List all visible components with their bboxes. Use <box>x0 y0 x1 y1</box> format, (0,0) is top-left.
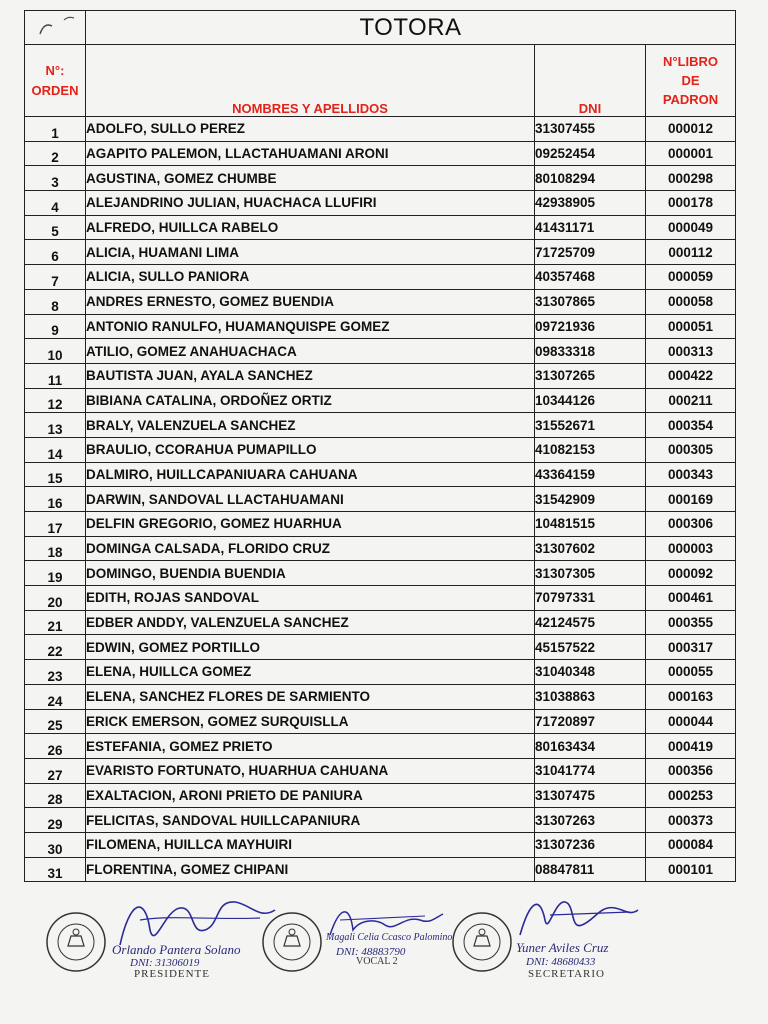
order-header-line2: ORDEN <box>31 82 79 98</box>
table-row <box>25 166 736 191</box>
table-row <box>25 610 736 635</box>
table-row <box>25 512 736 537</box>
table-row <box>25 808 736 833</box>
order-number-cell: 3 <box>25 166 86 191</box>
table-row <box>25 758 736 783</box>
order-number-cell: 10 <box>25 339 86 364</box>
member-name-cell: EDITH, ROJAS SANDOVAL <box>86 586 535 611</box>
dni-cell: 42124575 <box>535 610 646 635</box>
registry-number-cell: 000163 <box>646 684 736 709</box>
table-row <box>25 240 736 265</box>
registry-number-cell: 000461 <box>646 586 736 611</box>
registry-number-cell: 000055 <box>646 660 736 685</box>
member-name-cell: DOMINGO, BUENDIA BUENDIA <box>86 561 535 586</box>
registry-number-cell: 000343 <box>646 462 736 487</box>
registry-number-cell: 000001 <box>646 141 736 166</box>
member-name-cell: FILOMENA, HUILLCA MAYHUIRI <box>86 832 535 857</box>
order-number-cell: 16 <box>25 487 86 512</box>
order-number-cell: 23 <box>25 660 86 685</box>
order-number-cell: 28 <box>25 783 86 808</box>
table-row <box>25 635 736 660</box>
registry-number-cell: 000058 <box>646 289 736 314</box>
order-number-cell: 14 <box>25 437 86 462</box>
registry-number-cell: 000101 <box>646 857 736 882</box>
signer-name: Orlando Pantera Solano <box>112 942 241 957</box>
order-number-cell: 12 <box>25 388 86 413</box>
order-number-cell: 25 <box>25 709 86 734</box>
registry-number-cell: 000317 <box>646 635 736 660</box>
dni-cell: 10344126 <box>535 388 646 413</box>
order-number-cell: 17 <box>25 512 86 537</box>
signer-dni: DNI: 48680433 <box>526 956 596 968</box>
member-name-cell: ELENA, SANCHEZ FLORES DE SARMIENTO <box>86 684 535 709</box>
member-name-cell: ALICIA, HUAMANI LIMA <box>86 240 535 265</box>
member-name-cell: EDWIN, GOMEZ PORTILLO <box>86 635 535 660</box>
member-name-cell: ATILIO, GOMEZ ANAHUACHACA <box>86 339 535 364</box>
header-row <box>25 45 736 117</box>
order-number-cell: 5 <box>25 215 86 240</box>
order-number-cell: 11 <box>25 363 86 388</box>
libro-header-line1: N°LIBRO <box>662 54 719 69</box>
dni-cell: 31307263 <box>535 808 646 833</box>
dni-cell: 41082153 <box>535 437 646 462</box>
table-row <box>25 684 736 709</box>
table-row <box>25 191 736 216</box>
member-name-cell: ANTONIO RANULFO, HUAMANQUISPE GOMEZ <box>86 314 535 339</box>
member-name-cell: AGUSTINA, GOMEZ CHUMBE <box>86 166 535 191</box>
table-row <box>25 388 736 413</box>
dni-cell: 70797331 <box>535 586 646 611</box>
order-number-cell: 26 <box>25 734 86 759</box>
order-number-cell: 30 <box>25 832 86 857</box>
table-row <box>25 289 736 314</box>
signer-role: PRESIDENTE <box>134 968 210 980</box>
title-row <box>25 11 736 45</box>
dni-cell: 09252454 <box>535 141 646 166</box>
table-row <box>25 117 736 142</box>
member-registry-table <box>24 10 736 882</box>
dni-cell: 08847811 <box>535 857 646 882</box>
dni-cell: 31307602 <box>535 536 646 561</box>
signer-role: SECRETARIO <box>528 968 605 980</box>
member-name-cell: AGAPITO PALEMON, LLACTAHUAMANI ARONI <box>86 141 535 166</box>
registry-number-cell: 000092 <box>646 561 736 586</box>
registry-number-cell: 000313 <box>646 339 736 364</box>
dni-cell: 31307455 <box>535 117 646 142</box>
signer-name: Magali Celia Ccasco Palomino <box>326 932 453 943</box>
dni-cell: 31307475 <box>535 783 646 808</box>
member-name-cell: BAUTISTA JUAN, AYALA SANCHEZ <box>86 363 535 388</box>
dni-cell: 31038863 <box>535 684 646 709</box>
member-name-cell: EVARISTO FORTUNATO, HUARHUA CAHUANA <box>86 758 535 783</box>
registry-number-cell: 000049 <box>646 215 736 240</box>
order-number-cell: 31 <box>25 857 86 882</box>
registry-number-cell: 000178 <box>646 191 736 216</box>
registry-number-cell: 000305 <box>646 437 736 462</box>
member-name-cell: DALMIRO, HUILLCAPANIUARA CAHUANA <box>86 462 535 487</box>
dni-cell: 71725709 <box>535 240 646 265</box>
table-row <box>25 462 736 487</box>
table-row <box>25 561 736 586</box>
order-number-cell: 7 <box>25 265 86 290</box>
dni-cell: 31307865 <box>535 289 646 314</box>
table-row <box>25 536 736 561</box>
member-name-cell: DOMINGA CALSADA, FLORIDO CRUZ <box>86 536 535 561</box>
dni-cell: 45157522 <box>535 635 646 660</box>
signer-dni: DNI: 48883790 <box>336 946 406 958</box>
order-number-cell: 8 <box>25 289 86 314</box>
member-name-cell: ELENA, HUILLCA GOMEZ <box>86 660 535 685</box>
signer-dni: DNI: 31306019 <box>130 957 200 969</box>
order-number-cell: 13 <box>25 413 86 438</box>
member-name-cell: EXALTACION, ARONI PRIETO DE PANIURA <box>86 783 535 808</box>
signature-area <box>30 890 730 1010</box>
table-row <box>25 586 736 611</box>
table-row <box>25 265 736 290</box>
member-name-cell: ESTEFANIA, GOMEZ PRIETO <box>86 734 535 759</box>
registry-number-cell: 000355 <box>646 610 736 635</box>
member-name-cell: FLORENTINA, GOMEZ CHIPANI <box>86 857 535 882</box>
libro-header-line3: PADRON <box>662 92 719 107</box>
registry-book-header <box>646 45 736 117</box>
order-number-cell: 6 <box>25 240 86 265</box>
registry-number-cell: 000419 <box>646 734 736 759</box>
document-title: TOTORA <box>86 11 736 45</box>
registry-number-cell: 000084 <box>646 832 736 857</box>
member-name-cell: ALEJANDRINO JULIAN, HUACHACA LLUFIRI <box>86 191 535 216</box>
registry-number-cell: 000373 <box>646 808 736 833</box>
order-number-cell: 1 <box>25 117 86 142</box>
dni-cell: 31307265 <box>535 363 646 388</box>
signer-name: Yuner Aviles Cruz <box>516 940 609 955</box>
table-body <box>25 117 736 882</box>
table-row <box>25 413 736 438</box>
community-seal-icon <box>44 910 108 974</box>
order-number-cell: 9 <box>25 314 86 339</box>
table-row <box>25 363 736 388</box>
registry-number-cell: 000112 <box>646 240 736 265</box>
dni-cell: 31040348 <box>535 660 646 685</box>
member-name-cell: BRALY, VALENZUELA SANCHEZ <box>86 413 535 438</box>
dni-cell: 71720897 <box>535 709 646 734</box>
dni-cell: 09721936 <box>535 314 646 339</box>
order-number-cell: 2 <box>25 141 86 166</box>
dni-cell: 31542909 <box>535 487 646 512</box>
member-name-cell: BRAULIO, CCORAHUA PUMAPILLO <box>86 437 535 462</box>
table-row <box>25 437 736 462</box>
registry-number-cell: 000012 <box>646 117 736 142</box>
registry-number-cell: 000356 <box>646 758 736 783</box>
table-row <box>25 783 736 808</box>
signer-role: VOCAL 2 <box>356 956 398 967</box>
table-row <box>25 215 736 240</box>
order-number-header <box>25 45 86 117</box>
dni-cell: 31552671 <box>535 413 646 438</box>
registry-number-cell: 000003 <box>646 536 736 561</box>
member-name-cell: ALFREDO, HUILLCA RABELO <box>86 215 535 240</box>
libro-header-line2: DE <box>681 73 700 88</box>
table-row <box>25 857 736 882</box>
registry-number-cell: 000051 <box>646 314 736 339</box>
order-number-cell: 19 <box>25 561 86 586</box>
order-number-cell: 22 <box>25 635 86 660</box>
registry-number-cell: 000354 <box>646 413 736 438</box>
order-number-cell: 18 <box>25 536 86 561</box>
dni-cell: 43364159 <box>535 462 646 487</box>
member-name-cell: FELICITAS, SANDOVAL HUILLCAPANIURA <box>86 808 535 833</box>
member-name-cell: DELFIN GREGORIO, GOMEZ HUARHUA <box>86 512 535 537</box>
dni-cell: 42938905 <box>535 191 646 216</box>
order-header-line1: N°: <box>45 62 65 78</box>
registry-number-cell: 000211 <box>646 388 736 413</box>
table-row <box>25 487 736 512</box>
dni-cell: 10481515 <box>535 512 646 537</box>
order-number-cell: 29 <box>25 808 86 833</box>
dni-cell: 31307236 <box>535 832 646 857</box>
table-row <box>25 734 736 759</box>
registry-number-cell: 000059 <box>646 265 736 290</box>
dni-cell: 09833318 <box>535 339 646 364</box>
order-number-cell: 21 <box>25 610 86 635</box>
dni-header: DNI <box>535 45 646 117</box>
table-row <box>25 660 736 685</box>
registry-number-cell: 000422 <box>646 363 736 388</box>
order-number-cell: 27 <box>25 758 86 783</box>
registry-number-cell: 000169 <box>646 487 736 512</box>
dni-cell: 80163434 <box>535 734 646 759</box>
member-name-cell: ANDRES ERNESTO, GOMEZ BUENDIA <box>86 289 535 314</box>
dni-cell: 31307305 <box>535 561 646 586</box>
dni-cell: 31041774 <box>535 758 646 783</box>
names-header: NOMBRES Y APELLIDOS <box>86 45 535 117</box>
member-name-cell: EDBER ANDDY, VALENZUELA SANCHEZ <box>86 610 535 635</box>
table-row <box>25 709 736 734</box>
table-row <box>25 314 736 339</box>
dni-cell: 41431171 <box>535 215 646 240</box>
dni-cell: 40357468 <box>535 265 646 290</box>
order-number-cell: 24 <box>25 684 86 709</box>
registry-number-cell: 000253 <box>646 783 736 808</box>
dni-cell: 80108294 <box>535 166 646 191</box>
registry-number-cell: 000306 <box>646 512 736 537</box>
member-name-cell: DARWIN, SANDOVAL LLACTAHUAMANI <box>86 487 535 512</box>
registry-number-cell: 000044 <box>646 709 736 734</box>
member-name-cell: ADOLFO, SULLO PEREZ <box>86 117 535 142</box>
community-seal-icon <box>260 910 324 974</box>
order-number-cell: 4 <box>25 191 86 216</box>
registry-number-cell: 000298 <box>646 166 736 191</box>
table-row <box>25 832 736 857</box>
member-name-cell: ERICK EMERSON, GOMEZ SURQUISLLA <box>86 709 535 734</box>
table-row <box>25 141 736 166</box>
member-name-cell: BIBIANA CATALINA, ORDOÑEZ ORTIZ <box>86 388 535 413</box>
order-number-cell: 20 <box>25 586 86 611</box>
community-seal-icon <box>450 910 514 974</box>
member-name-cell: ALICIA, SULLO PANIORA <box>86 265 535 290</box>
table-row <box>25 339 736 364</box>
order-number-cell: 15 <box>25 462 86 487</box>
